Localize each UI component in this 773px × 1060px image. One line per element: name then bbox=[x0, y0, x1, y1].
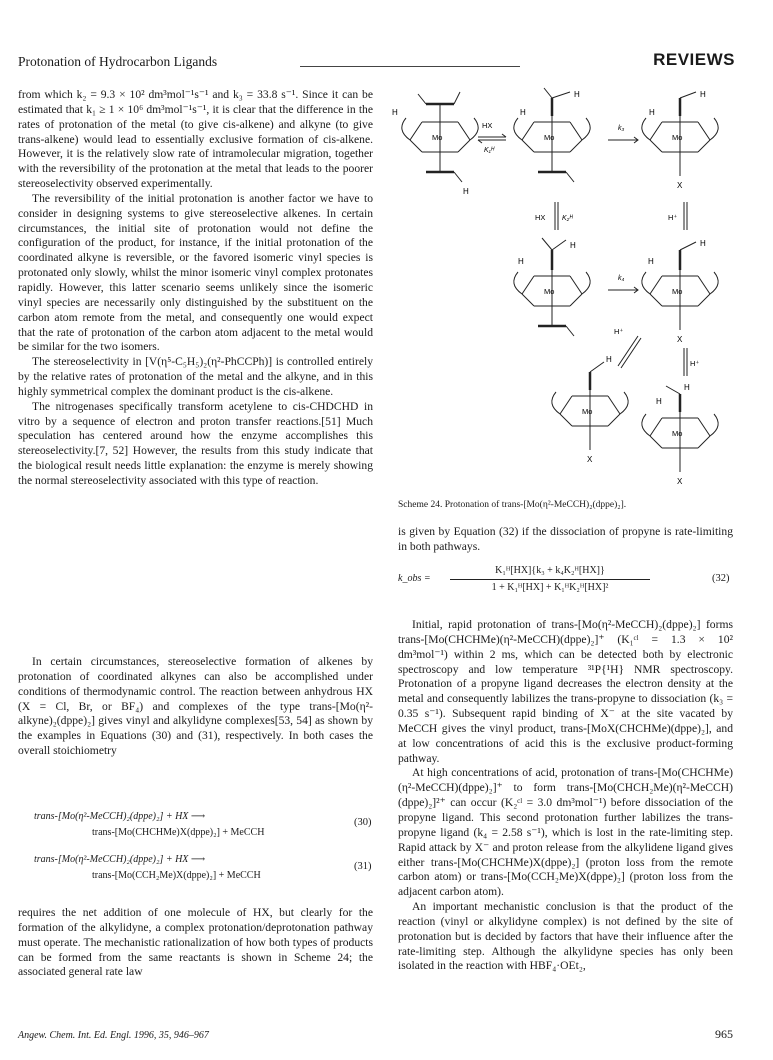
label-x: X bbox=[587, 455, 593, 464]
paragraph-5: In certain circumstances, stereoselective formation of alkenes by protonation of coordinated alkynes can also be accomplished under conditions of thermodynamic control. The reaction between anhydrous HX (X = Cl, Br, or BF₄) and complexes of the type trans-[Mo(η²-alkyne)₂(dppe)₂] gives vinyl and alkylidyne complexes[53, 54] as shown by the examples in Equations (30) and (31), respectively. In both cases the overall stoichiometry bbox=[18, 655, 373, 758]
label-h: H bbox=[684, 383, 690, 392]
label-h: H bbox=[649, 108, 655, 117]
equation-30-line-2: trans-[Mo(CHCHMe)X(dppe)₂] + MeCCH bbox=[92, 827, 265, 838]
journal-citation: Angew. Chem. Int. Ed. Engl. 1996, 35, 946–967 bbox=[18, 1030, 209, 1041]
label-hx: HX bbox=[535, 213, 546, 222]
label-x: X bbox=[677, 335, 683, 344]
right-paragraph-3: At high concentrations of acid, protonation of trans-[Mo(CHCHMe)(η²-MeCCH)(dppe)₂]⁺ to form trans-[Mo(CHCH₂Me)(η²-MeCCH)(dppe)₂]²⁺ can occur (K₂ᶜˡ = 3.0 dm³mol⁻¹) before dissociation of the propyne ligand. This second protonation further labilizes the trans-propyne ligand (k₄ = 2.58 s⁻¹), which is lost in the rate-limiting step. Rapid attack by X⁻ and proton release from the alkylidene ligand gives either trans-[Mo(CHCHMe)X(dppe)₂] (proton loss from the remote carbon atom) or trans-[Mo(CCH₂Me)X(dppe)₂] (proton loss from the adjacent carbon atom). bbox=[398, 766, 733, 899]
scheme-24-figure bbox=[390, 80, 740, 490]
equation-32-lhs: k_obs = bbox=[398, 573, 431, 584]
right-column-bottom bbox=[398, 618, 733, 974]
paragraph-1: from which k₂ = 9.3 × 10² dm³mol⁻¹s⁻¹ and k₃ = 33.8 s⁻¹. Since it can be estimated that k₁ ≥ 1 × 10⁶ dm³mol⁻¹s⁻¹, it is clear that the difference in the rates of protonation of the metal (to give cis-alkene) and alkyne (to give trans-alkene) would lead to essentially exclusive formation of cis-alkene. However, it is the relatively slow rate of intramolecular migration, together with the reversibility of the protonation at the metal that leads to the poorer stereoselectivity observed experimentally. bbox=[18, 88, 373, 191]
label-x: X bbox=[677, 181, 683, 190]
right-paragraph-1: is given by Equation (32) if the dissociation of propyne is rate-limiting in both pathways. bbox=[398, 525, 733, 553]
label-hplus: H⁺ bbox=[614, 327, 624, 336]
label-k1: K₁ᴴ bbox=[484, 147, 495, 154]
equation-31-line-2: trans-[Mo(CCH₂Me)X(dppe)₂] + MeCCH bbox=[92, 870, 261, 881]
equation-32-fraction-bar bbox=[450, 579, 650, 580]
equation-32-numerator: K₁ᴴ[HX]{k₃ + k₄K₂ᴴ[HX]} bbox=[495, 565, 605, 576]
equation-31-line-1: trans-[Mo(η²-MeCCH)₂(dppe)₂] + HX ⟶ bbox=[34, 854, 206, 865]
label-hplus: H⁺ bbox=[668, 213, 678, 222]
paragraph-3: The stereoselectivity in [V(η⁵-C₅H₅)₂(η²-PhCCPh)] is controlled entirely by the relative rates of protonation of the metal and the alkyne, and in this highly symmetrical complex the dominant product is the cis-alkene. bbox=[18, 355, 373, 398]
label-h: H bbox=[520, 108, 526, 117]
label-h: H bbox=[518, 257, 524, 266]
label-k4: k₄ bbox=[618, 275, 625, 282]
label-h: H bbox=[574, 90, 580, 99]
equation-30-number: (30) bbox=[354, 817, 372, 828]
section-label: REVIEWS bbox=[653, 50, 735, 69]
label-x: X bbox=[677, 477, 683, 486]
label-h: H bbox=[570, 241, 576, 250]
left-column-bottom bbox=[18, 906, 373, 980]
left-column-top bbox=[18, 88, 373, 489]
left-column-mid bbox=[18, 655, 373, 759]
label-mo: Mo bbox=[432, 133, 443, 142]
label-h: H bbox=[392, 108, 398, 117]
label-h: H bbox=[606, 355, 612, 364]
running-title: Protonation of Hydrocarbon Ligands bbox=[18, 54, 218, 69]
label-mo: Mo bbox=[672, 287, 683, 296]
right-paragraph-2: Initial, rapid protonation of trans-[Mo(η²-MeCCH)₂(dppe)₂] forms trans-[Mo(CHCHMe)(η²-MeCCH)(dppe)₂]⁺ (K₁ᶜˡ = 1.3 × 10² dm³mol⁻¹) within 2 ms, which can be detected both by electronic spectroscopy and low temperature ³¹P{¹H} NMR spectroscopy. Protonation of a propyne ligand decreases the electron density at the metal and consequently labilizes the trans-propyne to dissociation (k₃ = 0.35 s⁻¹). Subsequent rapid binding of X⁻ at the site vacated by MeCCH gives the vinyl product, trans-[MoX(CHCHMe)(dppe)₂], and at low concentrations of acid this is the exclusive product-forming pathway. bbox=[398, 618, 733, 765]
label-k3: k₃ bbox=[618, 125, 625, 132]
label-hplus: H⁺ bbox=[690, 359, 700, 368]
equation-30-line-1: trans-[Mo(η²-MeCCH)₂(dppe)₂] + HX ⟶ bbox=[34, 811, 206, 822]
label-mo: Mo bbox=[582, 407, 593, 416]
label-h: H bbox=[700, 90, 706, 99]
paragraph-2: The reversibility of the initial protonation is another factor we have to consider in designing systems to give stereoselective alkenes. In certain circumstances, the initial site of protonation would not define the configuration of the product, for instance, if the initial protonation of the coordinated alkyne is reversible, or the favored isomeric vinyl species is protonated only slowly, whilst the minor isomeric vinyl complex protonates rapidly. However, this latter scenario seems unlikely since the isomeric vinyl species are necessarily only distinguished by the substituent on the carbon atom remote from the metal, and consequently one would expect that the rate of protonation of the carbon atom adjacent to the metal would be similar for the two isomers. bbox=[18, 191, 373, 354]
header-rule bbox=[300, 66, 520, 67]
complex-e bbox=[642, 242, 718, 330]
label-h: H bbox=[463, 187, 469, 196]
equation-32-number: (32) bbox=[712, 573, 730, 584]
label-mo: Mo bbox=[672, 133, 683, 142]
paragraph-4: The nitrogenases specifically transform acetylene to cis-CHDCHD in vitro by a sequence of electron and proton transfer reactions.[51] Much speculation has centered around how the enzyme accomplishes this stereoselectivity.[7, 52] However, the results from this study indicate that the biological result needs little explanation: the enzyme is merely showing the normal stereoselectivity associated with this type of reaction. bbox=[18, 399, 373, 487]
label-hx: HX bbox=[482, 121, 493, 130]
right-paragraph-4: An important mechanistic conclusion is that the product of the reaction (vinyl or alkylidyne complex) is not defined by the site of protonation but is decided by factors that have their influence after the rate-limiting step. Although the alkylidyne species has only been isolated in the reaction with HBF₄·OEt₂, bbox=[398, 900, 733, 973]
right-column-top bbox=[398, 525, 733, 555]
label-h: H bbox=[648, 257, 654, 266]
scheme-caption: Scheme 24. Protonation of trans-[Mo(η²-MeCCH)₂(dppe)₂]. bbox=[398, 500, 627, 510]
equation-32-denominator: 1 + K₁ᴴ[HX] + K₁ᴴK₂ᴴ[HX]² bbox=[491, 582, 609, 593]
complex-f bbox=[552, 362, 628, 450]
label-h: H bbox=[656, 397, 662, 406]
label-mo: Mo bbox=[672, 429, 683, 438]
label-k2: K₂ᴴ bbox=[562, 215, 573, 222]
paragraph-6: requires the net addition of one molecule of HX, but clearly for the formation of the alkylidyne, a complex protonation/deprotonation pathway must operate. The mechanistic rationalization of how both types of products can be formed from the same reactants is shown in Scheme 24; the associated general rate law bbox=[18, 906, 373, 979]
page-number: 965 bbox=[715, 1027, 733, 1041]
equation-31-number: (31) bbox=[354, 861, 372, 872]
label-mo: Mo bbox=[544, 133, 555, 142]
label-h: H bbox=[700, 239, 706, 248]
label-mo: Mo bbox=[544, 287, 555, 296]
